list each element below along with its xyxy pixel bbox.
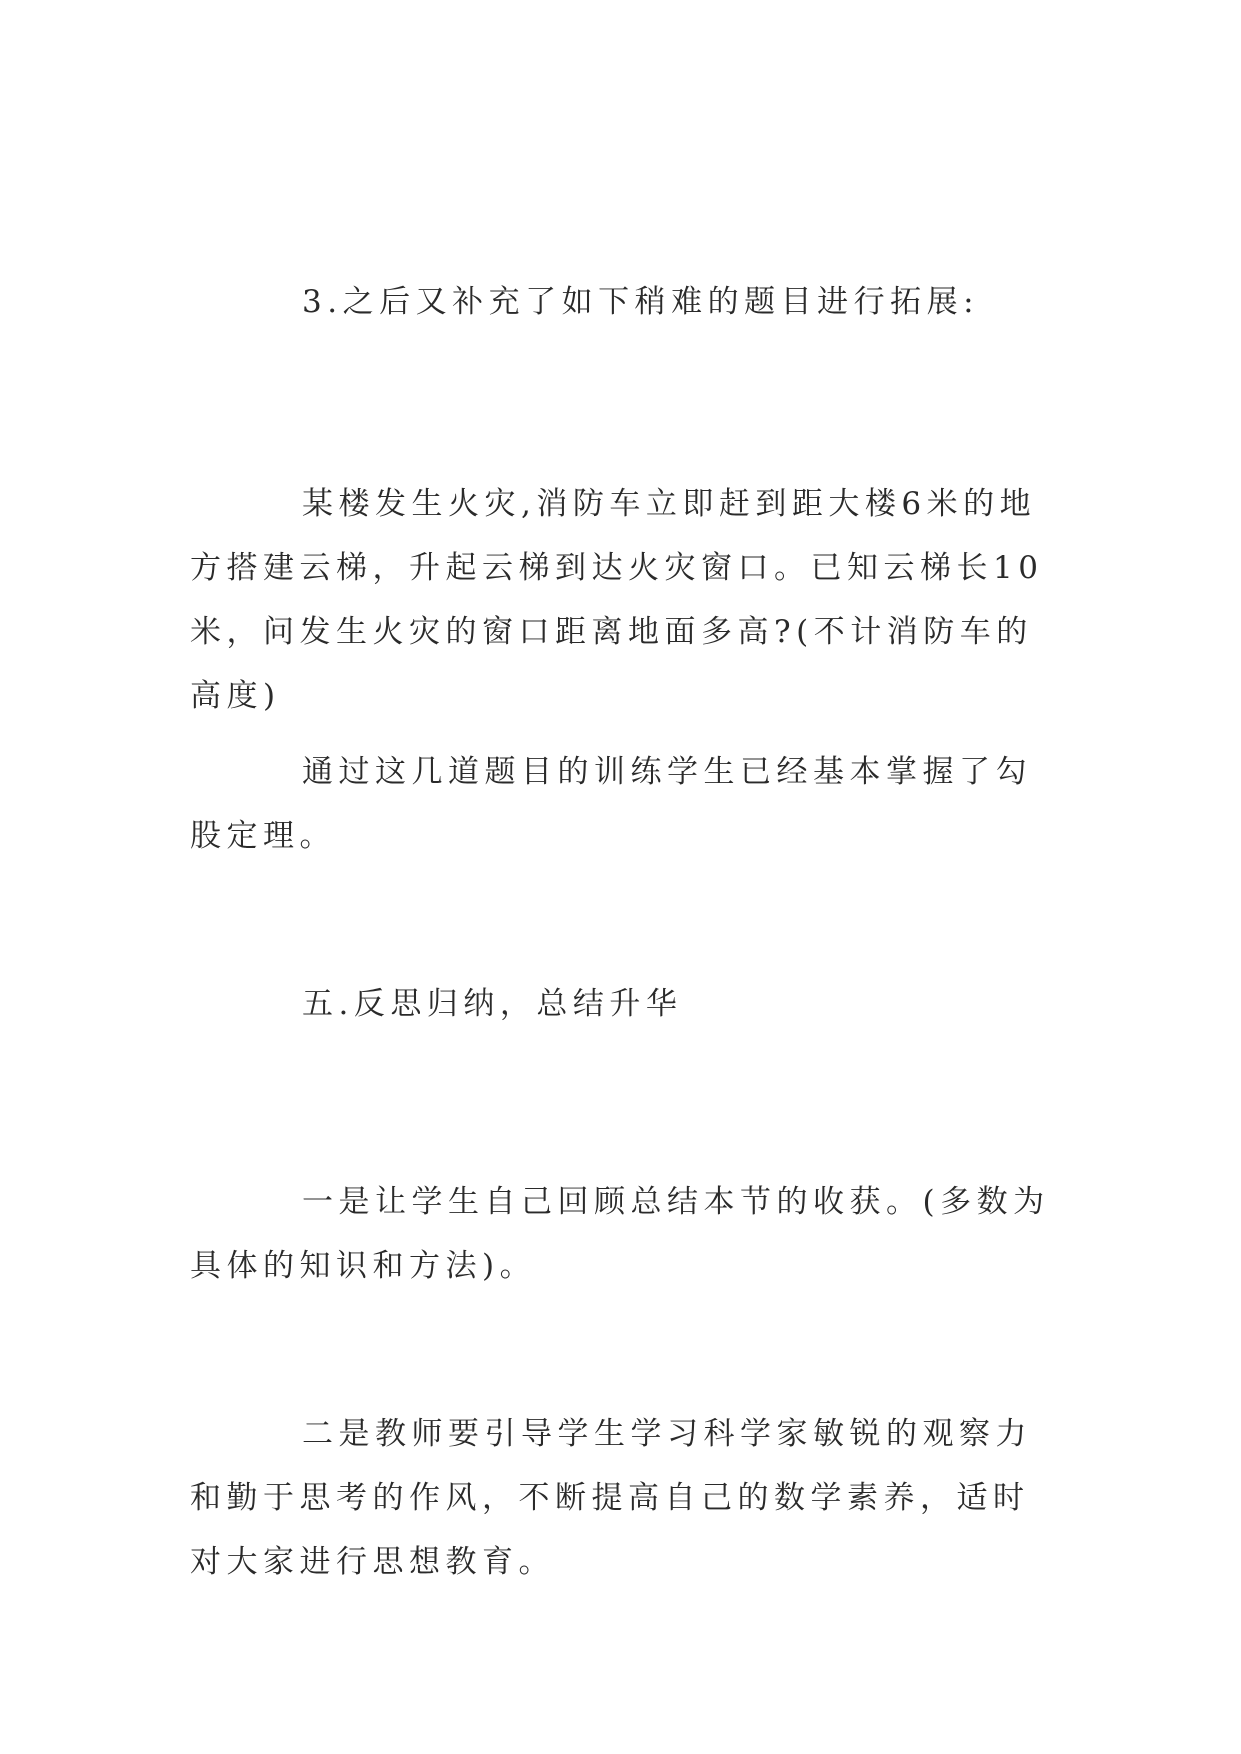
- paragraph-teacher-guidance: 二是教师要引导学生学习科学家敏锐的观察力和勤于思考的作风，不断提高自己的数学素养，适时对大家进行思想教育。: [190, 1416, 1032, 1580]
- paragraph-student-review: 一是让学生自己回顾总结本节的收获。(多数为具体的知识和方法)。: [190, 1184, 1050, 1284]
- paragraph-training-result: 通过这几道题目的训练学生已经基本掌握了勾股定理。: [190, 754, 1032, 854]
- section-heading-reflection: 五.反思归纳，总结升华: [302, 986, 683, 1022]
- paragraph-extension-intro: 3.之后又补充了如下稍难的题目进行拓展:: [302, 284, 980, 320]
- paragraph-fire-ladder-problem: 某楼发生火灾,消防车立即赶到距大楼6米的地方搭建云梯，升起云梯到达火灾窗口。已知云梯长10米，问发生火灾的窗口距离地面多高?(不计消防车的高度): [190, 486, 1044, 714]
